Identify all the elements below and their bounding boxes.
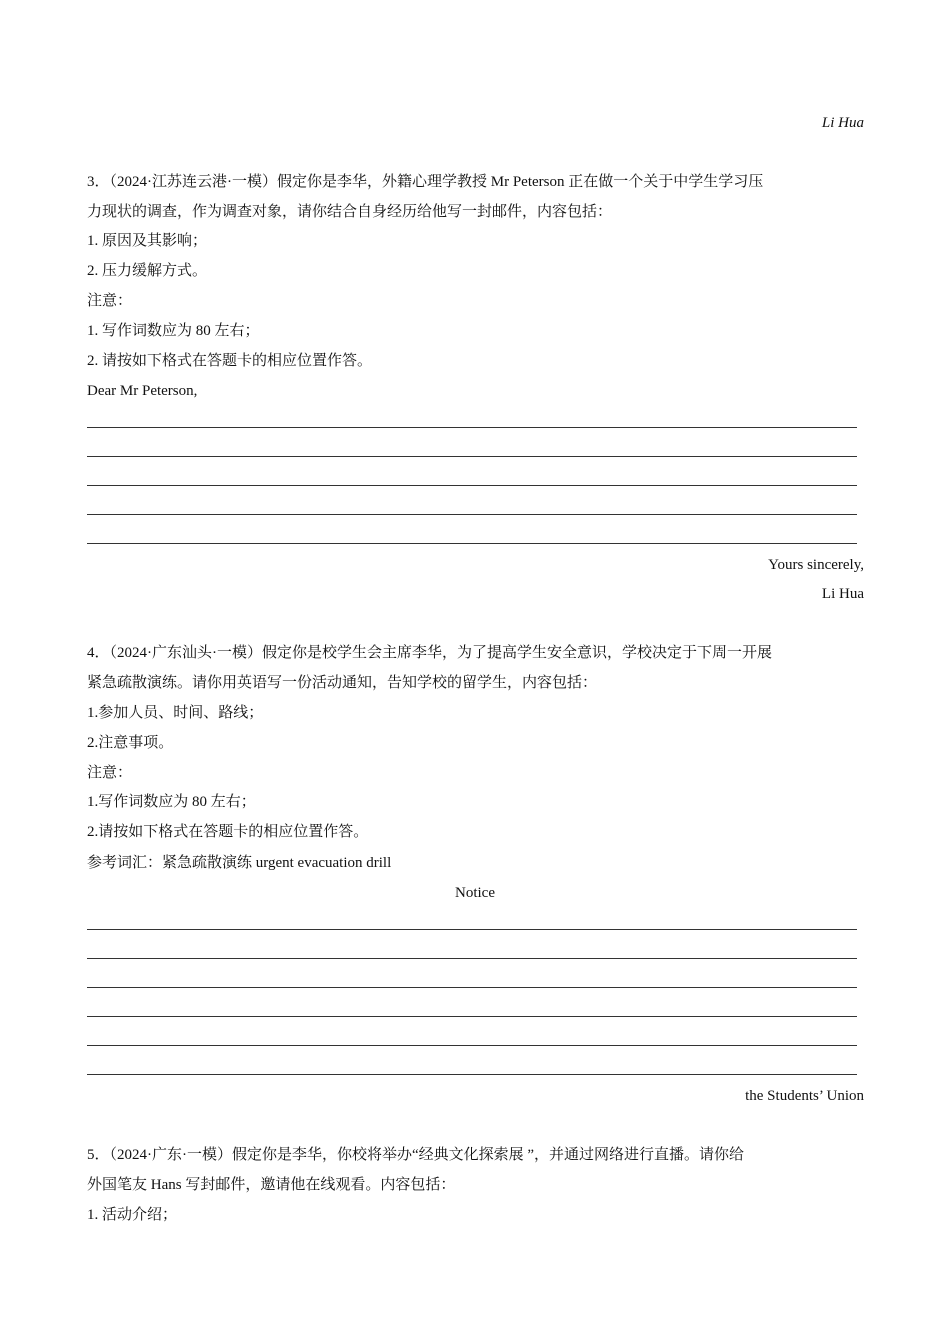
- q4-content-item-1: 1.参加人员、时间、路线；: [87, 705, 264, 721]
- q4-notice-title: Notice: [455, 885, 495, 901]
- q4-answer-line: [87, 1045, 857, 1046]
- q4-note-2: 2.请按如下格式在答题卡的相应位置作答。: [87, 824, 369, 840]
- q4-prompt-line-2: 紧急疏散演练。请你用英语写一份活动通知，告知学校的留学生，内容包括：: [87, 675, 598, 691]
- q4-note-1: 1.写作词数应为 80 左右；: [87, 794, 256, 810]
- q3-closing: Yours sincerely,: [768, 557, 864, 573]
- q5-prompt-line-2: 外国笔友 Hans 写封邮件，邀请他在线观看。内容包括：: [87, 1177, 456, 1193]
- q4-vocabulary: 参考词汇：紧急疏散演练 urgent evacuation drill: [87, 855, 392, 871]
- q3-signature: Li Hua: [821, 586, 864, 602]
- q4-answer-line: [87, 958, 857, 959]
- q3-greeting: Dear Mr Peterson,: [87, 383, 198, 399]
- q3-prompt-line-2: 力现状的调查，作为调查对象，请你结合自身经历给他写一封邮件，内容包括：: [87, 204, 613, 220]
- q4-answer-line: [87, 987, 857, 988]
- q5-content-item-1: 1. 活动介绍；: [87, 1207, 178, 1223]
- q4-note-heading: 注意：: [87, 765, 133, 781]
- q5-prompt-line-1: 5．（2024·广东·一模）假定你是李华，你校将举办“经典文化探索展 ”，并通过网络进行直播。请你给: [87, 1147, 745, 1163]
- q4-answer-line: [87, 929, 857, 930]
- q4-answer-line: [87, 1074, 857, 1075]
- q3-prompt-line-1: 3．（2024·江苏连云港·一模）假定你是李华，外籍心理学教授 Mr Peterson 正在做一个关于中学生学习压: [87, 174, 764, 190]
- q3-note-1: 1. 写作词数应为 80 左右；: [87, 323, 260, 339]
- q3-note-2: 2. 请按如下格式在答题卡的相应位置作答。: [87, 353, 373, 369]
- q3-answer-line: [87, 427, 857, 428]
- q4-signature: the Students’ Union: [745, 1088, 864, 1104]
- q3-content-item-1: 1. 原因及其影响；: [87, 233, 208, 249]
- q4-answer-line: [87, 1016, 857, 1017]
- q3-answer-line: [87, 514, 857, 515]
- q3-content-item-2: 2. 压力缓解方式。: [87, 263, 208, 279]
- q4-prompt-line-1: 4．（2024·广东汕头·一模）假定你是校学生会主席李华，为了提高学生安全意识，学校决定于下周一开展: [87, 645, 772, 661]
- q4-content-item-2: 2.注意事项。: [87, 735, 174, 751]
- q3-answer-line: [87, 485, 857, 486]
- q3-note-heading: 注意：: [87, 293, 133, 309]
- q3-answer-line: [87, 543, 857, 544]
- q3-answer-line: [87, 456, 857, 457]
- top-signature: Li Hua: [821, 115, 864, 131]
